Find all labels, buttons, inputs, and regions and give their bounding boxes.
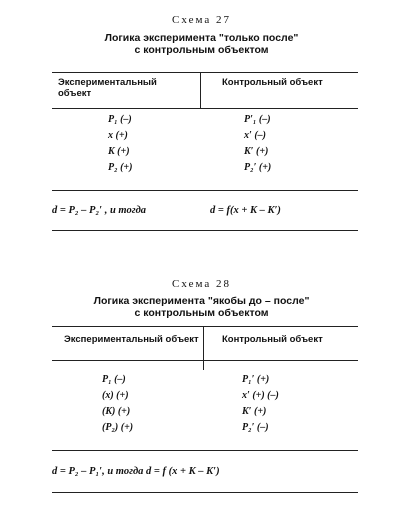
list-item: P₂ (+): [108, 162, 133, 173]
scheme27-control-list: [244, 112, 271, 176]
list-item: K (+): [108, 146, 130, 157]
scheme28-bottom-rule: [52, 450, 358, 451]
scheme28-title-line1: Логика эксперимента "якобы до – после": [93, 295, 310, 307]
list-item: K′ (+): [242, 406, 267, 417]
scheme27-col-control: Контрольный объект: [222, 77, 323, 88]
list-item: x (+): [108, 130, 128, 141]
list-item: P₂′ (–): [242, 422, 269, 433]
scheme28-column-divider: [203, 326, 204, 370]
list-item: P′₁ (–): [244, 114, 271, 125]
list-item: P₁′ (+): [242, 374, 270, 385]
scheme28-col-control: Контрольный объект: [222, 334, 323, 345]
scheme27-col-experimental: Экспериментальный объект: [58, 77, 157, 99]
list-item: K′ (+): [244, 146, 269, 157]
list-item: (K) (+): [102, 406, 131, 417]
scheme27-formula-left: d = P₂ – P₂′ , и тогда: [52, 205, 147, 216]
scheme27-formula-rule: [52, 230, 358, 231]
list-item: x′ (–): [244, 130, 266, 141]
scheme27-title-line2: с контрольным объектом: [134, 44, 269, 56]
scheme28-table-top-rule: [52, 326, 358, 327]
scheme27-caption: Схема 27: [172, 14, 231, 26]
scheme27-header-rule: [52, 108, 358, 109]
scheme27-formula-right: d = f(x + K – K′): [210, 205, 281, 216]
list-item: (P₂) (+): [102, 422, 134, 433]
scheme27-bottom-rule: [52, 190, 358, 191]
scheme28-experimental-list: [102, 372, 133, 436]
scheme27-column-divider: [200, 72, 201, 108]
scheme28-formula: d = P₂ – P₁′, и тогда d = f (x + K – K′): [52, 466, 220, 477]
scheme28-caption: Схема 28: [172, 278, 231, 290]
scheme28-header-rule: [52, 360, 358, 361]
scheme28-formula-rule: [52, 492, 358, 493]
scheme27-title-line1: Логика эксперимента "только после": [104, 32, 299, 44]
list-item: P₁ (–): [108, 114, 132, 125]
scheme27-experimental-list: [108, 112, 132, 176]
list-item: (x) (+): [102, 390, 129, 401]
scheme27-table-top-rule: [52, 72, 358, 73]
scheme28-control-list: [242, 372, 279, 436]
list-item: P₂′ (+): [244, 162, 272, 173]
scheme28-title-line2: с контрольным объектом: [134, 307, 269, 319]
scheme28-col-experimental: Экспериментальный объект: [64, 334, 199, 345]
list-item: x′ (+) (–): [242, 390, 279, 401]
list-item: P₁ (–): [102, 374, 126, 385]
